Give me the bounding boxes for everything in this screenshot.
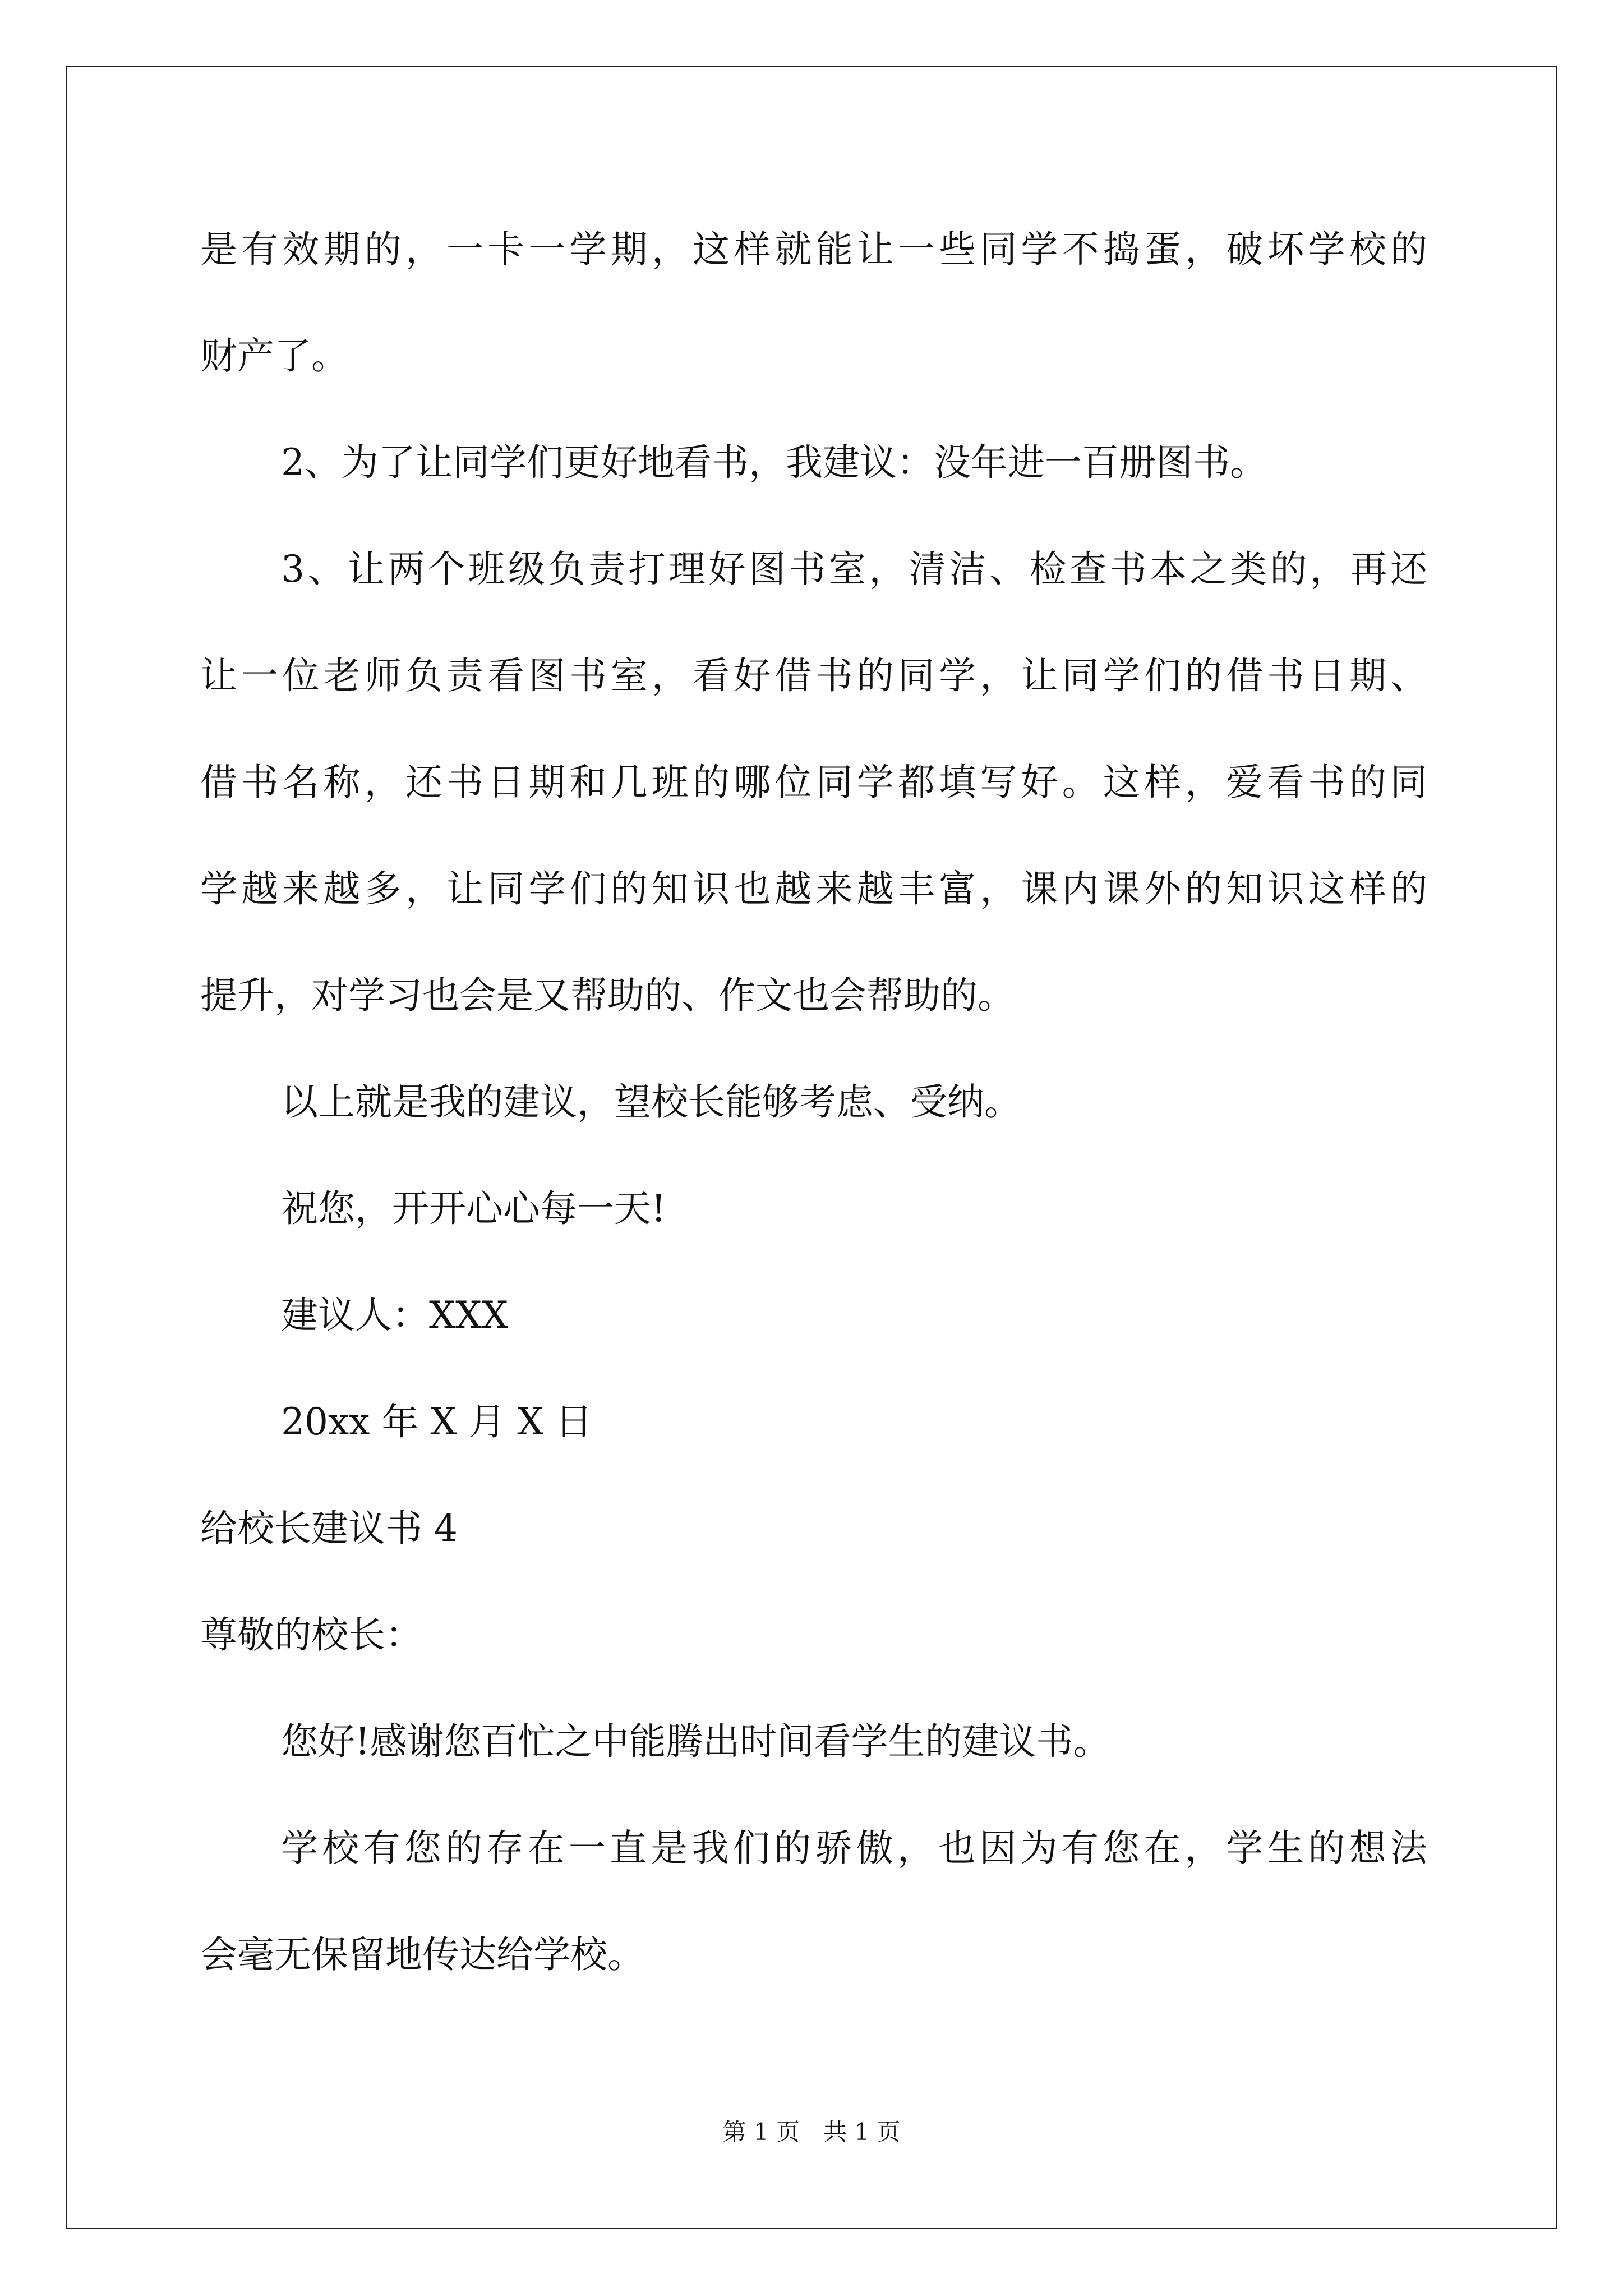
body-line-2: 财产了。 [200,334,348,378]
body-line-15: 您好!感谢您百忙之中能腾出时间看学生的建议书。 [281,1720,1110,1763]
body-line-7: 学越来越多，让同学们的知识也越来越丰富，课内课外的知识这样的 [200,867,1427,910]
body-line-8: 提升，对学习也会是又帮助的、作文也会帮助的。 [200,974,1015,1017]
signature-line: 建议人：XXX [281,1294,508,1337]
salutation-line: 尊敬的校长： [200,1613,422,1657]
date-line: 20xx 年 X 月 X 日 [281,1400,593,1443]
body-line-10: 祝您，开开心心每一天! [281,1187,666,1230]
body-line-4: 3、让两个班级负责打理好图书室，清洁、检查书本之类的，再还 [281,547,1427,591]
body-line-16: 学校有您的存在一直是我们的骄傲，也因为有您在，学生的想法 [281,1826,1427,1870]
body-line-1: 是有效期的，一卡一学期，这样就能让一些同学不捣蛋，破坏学校的 [200,228,1427,271]
body-line-9: 以上就是我的建议，望校长能够考虑、受纳。 [281,1080,1021,1124]
body-line-5: 让一位老师负责看图书室，看好借书的同学，让同学们的借书日期、 [200,654,1427,697]
body-line-6: 借书名称，还书日期和几班的哪位同学都填写好。这样，爱看书的同 [200,761,1427,804]
body-line-17: 会毫无保留地传达给学校。 [200,1933,644,1976]
section-heading: 给校长建议书 4 [200,1507,458,1550]
page-number-footer: 第 1 页 共 1 页 [722,2118,901,2146]
page-border [66,66,1557,2229]
body-line-3: 2、为了让同学们更好地看书，我建议：没年进一百册图书。 [281,441,1267,484]
